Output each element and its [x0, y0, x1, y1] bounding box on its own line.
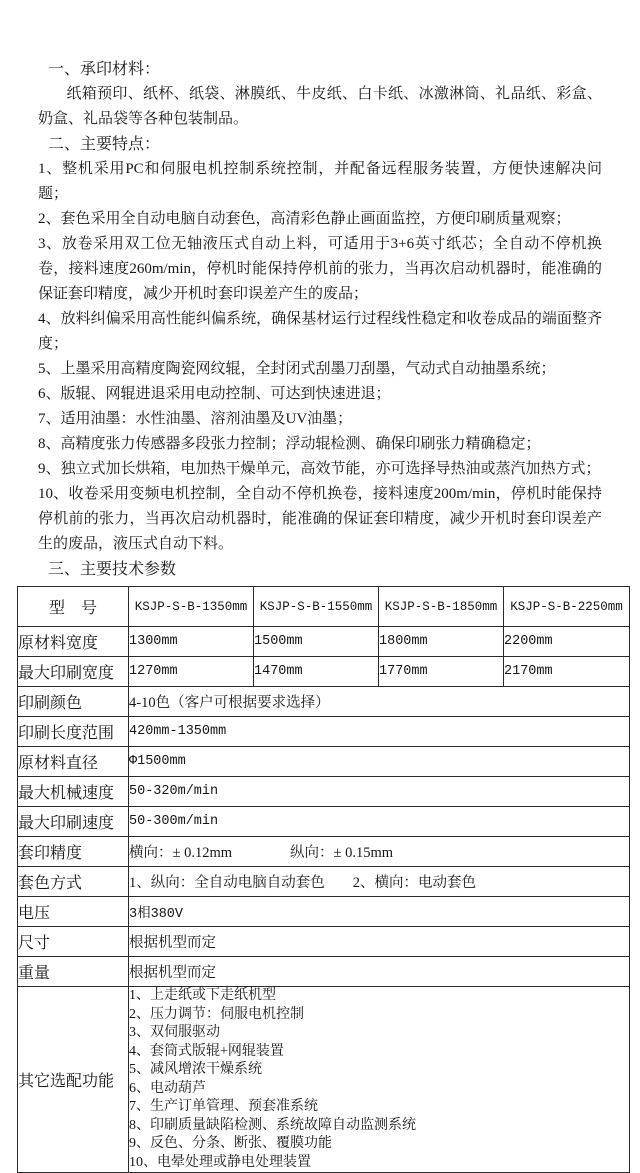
voltage-value: 3相380V — [129, 897, 630, 927]
feature-item-2: 2、套色采用全自动电脑自动套色，高清彩色静止画面监控，方便印刷质量观察； — [38, 211, 571, 227]
section-heading-features: 二、主要特点： — [48, 136, 161, 153]
spec-label-options: 其它选配功能 — [18, 987, 129, 1173]
spec-row-print-length — [18, 717, 630, 747]
max-print-width-value-3: 1770mm — [379, 657, 504, 687]
spec-label-precision: 套印精度 — [18, 837, 129, 867]
spec-row-print-colors — [18, 687, 630, 717]
option-item-2: 2、压力调节：伺服电机控制 — [129, 1006, 304, 1022]
spec-row-model — [18, 587, 630, 627]
spec-label-max-print-speed: 最大印刷速度 — [18, 807, 129, 837]
feature-item-5: 5、上墨采用高精度陶瓷网纹辊，全封闭式刮墨刀刮墨，气动式自动抽墨系统； — [38, 361, 556, 377]
max-print-width-value-4: 2170mm — [504, 657, 630, 687]
feature-item-7: 7、适用油墨：水性油墨、溶剂油墨及UV油墨； — [38, 411, 353, 427]
precision-horizontal: 横向：± 0.12mm — [129, 845, 233, 861]
document-body-text — [0, 0, 640, 582]
dimensions-value: 根据机型而定 — [129, 927, 630, 957]
weight-value: 根据机型而定 — [129, 957, 630, 987]
spec-label-print-length: 印刷长度范围 — [18, 717, 129, 747]
option-item-3: 3、双伺服驱动 — [129, 1025, 220, 1040]
precision-vertical: 纵向：± 0.15mm — [290, 845, 394, 861]
option-item-1: 1、上走纸或下走纸机型 — [129, 988, 276, 1003]
spec-row-dimensions — [18, 927, 630, 957]
registration-part1: 1、纵向：全自动电脑自动套色 — [129, 875, 325, 891]
max-print-width-value-1: 1270mm — [129, 657, 254, 687]
spec-label-max-mech-speed: 最大机械速度 — [18, 777, 129, 807]
spec-label-dimensions: 尺寸 — [18, 927, 129, 957]
spec-label-print-colors: 印刷颜色 — [18, 687, 129, 717]
registration-part2: 2、横向：电动套色 — [352, 875, 476, 891]
precision-value — [129, 837, 630, 867]
option-item-6: 6、电动葫芦 — [129, 1080, 206, 1096]
spec-row-voltage — [18, 897, 630, 927]
raw-diameter-value: Φ1500mm — [129, 747, 630, 777]
spec-row-options — [18, 987, 630, 1173]
options-list — [129, 987, 630, 1173]
materials-paragraph: 纸箱预印、纸杯、纸袋、淋膜纸、牛皮纸、白卡纸、冰激淋筒、礼品纸、彩盒、奶盒、礼品袋等各种包装制品。 — [38, 86, 602, 127]
option-item-8: 8、印刷质量缺陷检测、系统故障自动监测系统 — [129, 1117, 416, 1133]
spec-label-voltage: 电压 — [18, 897, 129, 927]
spec-row-max-mech-speed — [18, 777, 630, 807]
feature-item-10: 10、收卷采用变频电机控制，全自动不停机换卷，接料速度200m/min，停机时能保持停机前的张力，当再次启动机器时，能准确的保证套印精度，减少开机时套印误差产生的废品，液压式自动下料。 — [38, 486, 602, 552]
option-item-7: 7、生产订单管理、预套准系统 — [129, 1099, 318, 1114]
spec-label-raw-width: 原材料宽度 — [18, 627, 129, 657]
option-item-9: 9、反色、分条、断张、覆膜功能 — [129, 1136, 332, 1151]
feature-item-4: 4、放料纠偏采用高性能纠偏系统，确保基材运行过程线性稳定和收卷成品的端面整齐度； — [38, 311, 602, 352]
max-print-width-value-2: 1470mm — [254, 657, 379, 687]
option-item-10: 10、电晕处理或静电处理装置 — [129, 1154, 311, 1170]
feature-item-9: 9、独立式加长烘箱，电加热干燥单元，高效节能，亦可选择导热油或蒸汽加热方式； — [38, 461, 601, 477]
spec-label-raw-diameter: 原材料直径 — [18, 747, 129, 777]
model-name-4: KSJP-S-B-2250mm — [504, 587, 630, 627]
section-heading-materials: 一、承印材料： — [48, 61, 161, 78]
spec-row-precision — [18, 837, 630, 867]
spec-label-max-print-width: 最大印刷宽度 — [18, 657, 129, 687]
option-item-4: 4、套筒式版辊+网辊装置 — [129, 1043, 284, 1059]
feature-item-1: 1、整机采用PC和伺服电机控制系统控制，并配备远程服务装置，方便快速解决问题； — [38, 161, 602, 202]
print-colors-value: 4-10色（客户可根据要求选择） — [129, 687, 630, 717]
feature-item-3: 3、放卷采用双工位无轴液压式自动上料，可适用于3+6英寸纸芯；全自动不停机换卷，接料速度260m/min，停机时能保持停机前的张力，当再次启动机器时，能准确的保证套印精度，减少开机时套印误差产生的废品； — [38, 236, 602, 302]
section-heading-parameters: 三、主要技术参数 — [48, 561, 177, 578]
spec-row-max-print-width — [18, 657, 630, 687]
registration-value — [129, 867, 630, 897]
spec-label-weight: 重量 — [18, 957, 129, 987]
model-name-3: KSJP-S-B-1850mm — [379, 587, 504, 627]
raw-width-value-2: 1500mm — [254, 627, 379, 657]
raw-width-value-4: 2200mm — [504, 627, 630, 657]
max-mech-speed-value: 50-320m/min — [129, 777, 630, 807]
feature-item-6: 6、版辊、网辊进退采用电动控制、可达到快速进退； — [38, 386, 391, 402]
spec-row-max-print-speed — [18, 807, 630, 837]
option-item-5: 5、减风增浓干燥系统 — [129, 1062, 262, 1077]
spec-table-container — [0, 582, 640, 1173]
print-length-value: 420mm-1350mm — [129, 717, 630, 747]
raw-width-value-1: 1300mm — [129, 627, 254, 657]
model-name-1: KSJP-S-B-1350mm — [129, 587, 254, 627]
spec-table — [17, 586, 630, 1173]
spec-row-raw-diameter — [18, 747, 630, 777]
max-print-speed-value: 50-300m/min — [129, 807, 630, 837]
spec-label-registration: 套色方式 — [18, 867, 129, 897]
spec-row-raw-width — [18, 627, 630, 657]
feature-item-8: 8、高精度张力传感器多段张力控制；浮动辊检测、确保印刷张力精确稳定； — [38, 436, 541, 452]
spec-row-weight — [18, 957, 630, 987]
spec-label-model: 型 号 — [18, 587, 129, 627]
spec-row-registration — [18, 867, 630, 897]
raw-width-value-3: 1800mm — [379, 627, 504, 657]
model-name-2: KSJP-S-B-1550mm — [254, 587, 379, 627]
